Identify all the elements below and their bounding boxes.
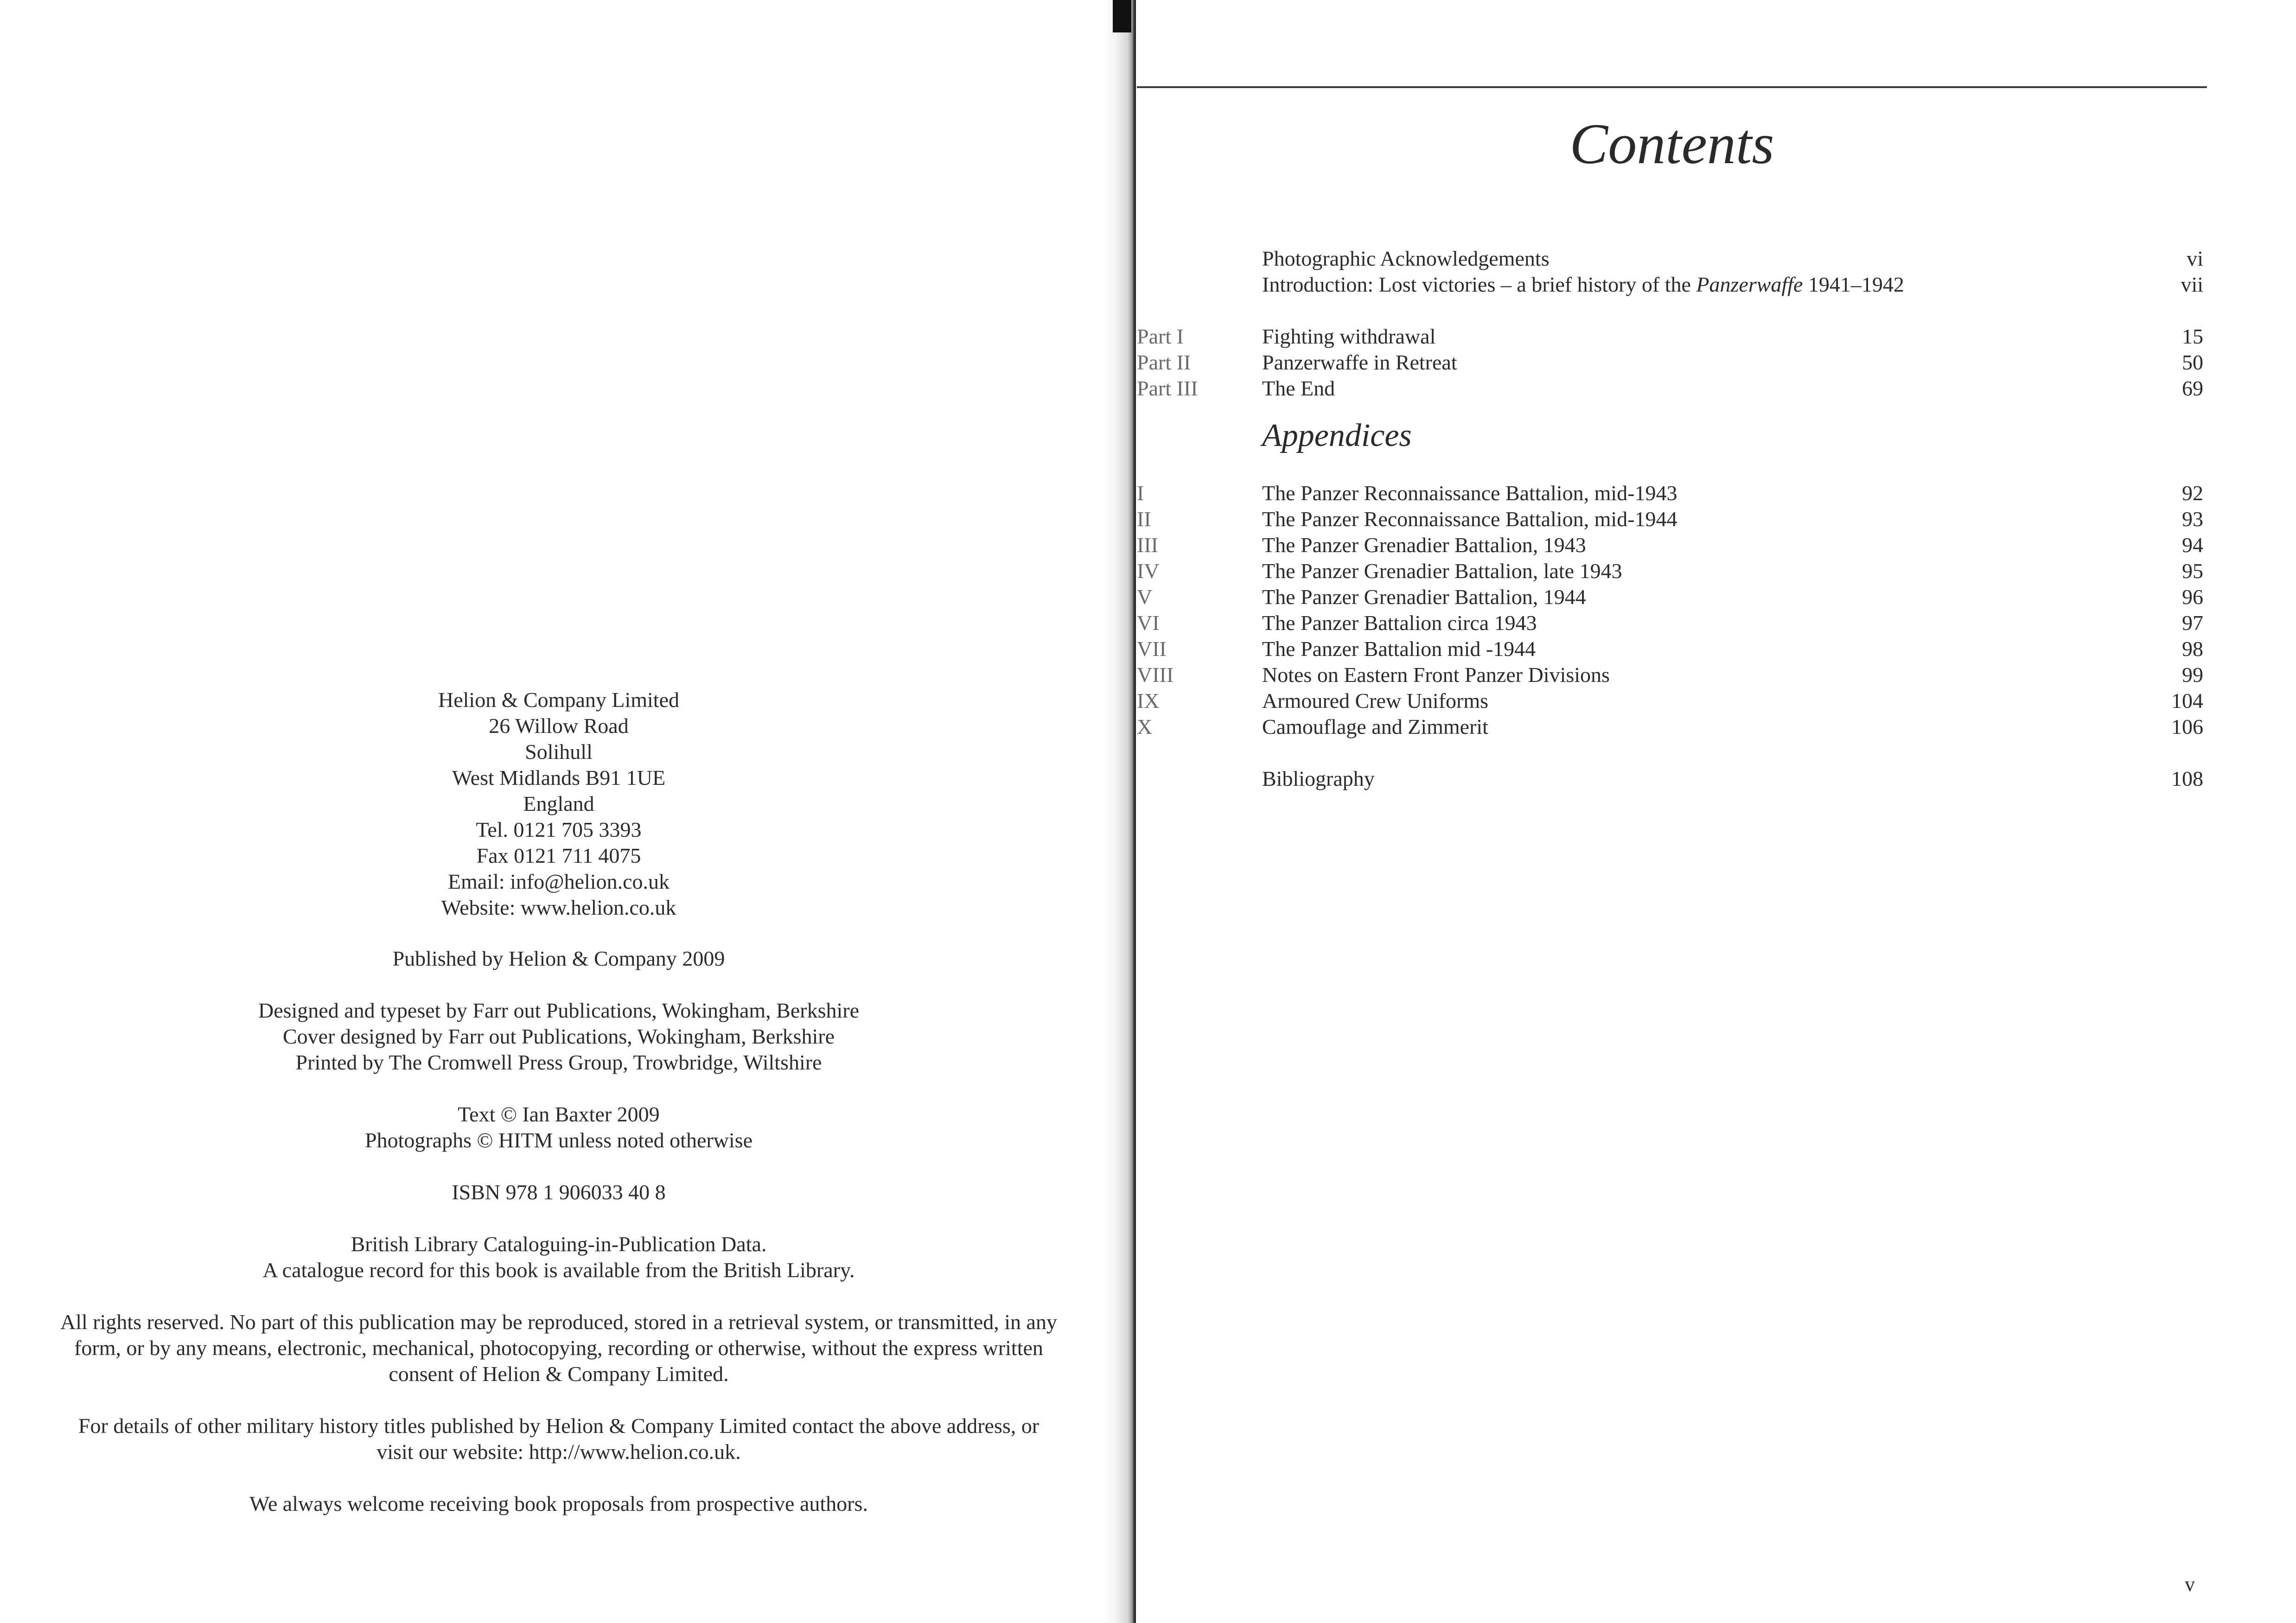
folio-page-number: v xyxy=(2185,1573,2195,1596)
toc-entry-page: 108 xyxy=(2171,767,2203,790)
toc-entry xyxy=(1137,610,2203,636)
toc-entry-title: The End xyxy=(1262,376,1335,400)
isbn-text: ISBN 978 1 906033 40 8 xyxy=(452,1180,666,1204)
toc-entry-label: III xyxy=(1137,533,1158,557)
address-line: Solihull xyxy=(525,740,593,764)
toc-entry-label: V xyxy=(1137,585,1153,609)
toc-entry-label: Part III xyxy=(1137,376,1198,400)
toc-entry xyxy=(1137,532,2203,558)
toc-title-italic: Panzerwaffe xyxy=(1696,273,1803,296)
toc-entry xyxy=(1137,688,2203,714)
toc-entry-page: 95 xyxy=(2182,559,2203,583)
toc-entry-page: 106 xyxy=(2171,715,2203,738)
toc-entry-title xyxy=(1262,272,1904,298)
toc-title-part: 1941–1942 xyxy=(1803,273,1904,296)
address-line: Helion & Company Limited xyxy=(438,688,679,712)
address-line: 26 Willow Road xyxy=(489,714,629,738)
rights-line: form, or by any means, electronic, mechanical, photocopying, recording or otherwise, without the express written xyxy=(74,1336,1043,1360)
cip-line: A catalogue record for this book is available from the British Library. xyxy=(262,1258,855,1282)
toc-entry-page: 94 xyxy=(2182,533,2203,557)
rights-line: All rights reserved. No part of this publication may be reproduced, stored in a retrieval system, or transmitted, in any xyxy=(60,1310,1057,1334)
toc-entry-title: The Panzer Grenadier Battalion, late 1943 xyxy=(1262,559,1622,583)
toc-entry-label: IX xyxy=(1137,689,1160,713)
toc-back-matter xyxy=(1137,766,2203,792)
toc-entry xyxy=(1137,662,2203,688)
toc-entry-title: Bibliography xyxy=(1262,767,1375,790)
publisher-address xyxy=(0,687,1117,921)
toc-entry-title: The Panzer Battalion circa 1943 xyxy=(1262,611,1537,635)
toc-entry-label: I xyxy=(1137,481,1144,505)
toc-entry-page: 69 xyxy=(2182,376,2203,400)
toc-entry-page: vi xyxy=(2187,247,2203,270)
proposals-note xyxy=(0,1491,1117,1517)
email-line: Email: info@helion.co.uk xyxy=(448,870,670,893)
toc-entry-label: Part II xyxy=(1137,350,1191,374)
toc-entry-label: X xyxy=(1137,715,1153,738)
toc-entry-page: 98 xyxy=(2182,637,2203,661)
toc-entry-page: 96 xyxy=(2182,585,2203,609)
toc-title-part: Introduction: Lost victories – a brief history of the xyxy=(1262,273,1696,296)
rights-statement xyxy=(19,1309,1099,1387)
published-by-text: Published by Helion & Company 2009 xyxy=(392,947,725,970)
address-line: England xyxy=(523,792,594,815)
toc-entry xyxy=(1137,636,2203,662)
toc-entry-page: 99 xyxy=(2182,663,2203,687)
toc-entry-page: 92 xyxy=(2182,481,2203,505)
appendices-heading: Appendices xyxy=(1262,418,1412,453)
toc-parts xyxy=(1137,324,2203,401)
toc-entry xyxy=(1137,376,2203,401)
toc-appendices xyxy=(1137,480,2203,740)
toc-front-matter xyxy=(1137,246,2203,298)
copyright-line: Photographs © HITM unless noted otherwise xyxy=(364,1128,753,1152)
toc-entry-label: VI xyxy=(1137,611,1160,635)
book-gutter-shadow xyxy=(1103,0,1136,1623)
toc-entry-title: Photographic Acknowledgements xyxy=(1262,247,1550,270)
toc-entry xyxy=(1137,324,2203,350)
copyright-line: Text © Ian Baxter 2009 xyxy=(458,1102,660,1126)
toc-entry xyxy=(1137,480,2203,506)
toc-entry xyxy=(1137,272,2203,298)
toc-entry xyxy=(1137,558,2203,584)
toc-entry-title: The Panzer Grenadier Battalion, 1944 xyxy=(1262,585,1586,609)
design-credit-line: Designed and typeset by Farr out Publications, Wokingham, Berkshire xyxy=(258,999,860,1022)
toc-entry-title: The Panzer Battalion mid -1944 xyxy=(1262,637,1536,661)
toc-entry-label: II xyxy=(1137,507,1151,531)
isbn xyxy=(0,1179,1117,1205)
toc-entry-title: The Panzer Reconnaissance Battalion, mid-1944 xyxy=(1262,507,1677,531)
toc-entry-title: The Panzer Reconnaissance Battalion, mid-1943 xyxy=(1262,481,1677,505)
toc-entry xyxy=(1137,350,2203,376)
cip-data xyxy=(0,1231,1117,1283)
design-credits xyxy=(0,998,1117,1076)
details-line: visit our website: http://www.helion.co.uk. xyxy=(376,1440,741,1464)
right-page-contents xyxy=(1137,0,2296,1623)
toc-entry-page: 93 xyxy=(2182,507,2203,531)
rights-line: consent of Helion & Company Limited. xyxy=(389,1362,729,1386)
toc-entry-title: Fighting withdrawal xyxy=(1262,325,1436,348)
book-gutter-edge xyxy=(1113,0,1131,32)
telephone-line: Tel. 0121 705 3393 xyxy=(476,818,642,841)
published-by-line xyxy=(0,946,1117,972)
toc-entry-title: Panzerwaffe in Retreat xyxy=(1262,350,1457,374)
proposals-text: We always welcome receiving book proposals from prospective authors. xyxy=(249,1492,868,1515)
toc-entry-label: VII xyxy=(1137,637,1167,661)
details-line: For details of other military history titles published by Helion & Company Limited contact the above address, or xyxy=(78,1414,1040,1438)
contents-title: Contents xyxy=(1569,112,1774,176)
toc-entry-page: 97 xyxy=(2182,611,2203,635)
toc-entry-title: Camouflage and Zimmerit xyxy=(1262,715,1488,738)
toc-entry xyxy=(1137,584,2203,610)
toc-entry-page: vii xyxy=(2181,273,2203,296)
toc-entry-title: Armoured Crew Uniforms xyxy=(1262,689,1489,713)
toc-entry-label: VIII xyxy=(1137,663,1174,687)
toc-entry xyxy=(1137,714,2203,740)
toc-entry-title: The Panzer Grenadier Battalion, 1943 xyxy=(1262,533,1586,557)
toc-entry-label: IV xyxy=(1137,559,1160,583)
left-page-imprint xyxy=(0,0,1117,1623)
toc-entry-page: 104 xyxy=(2171,689,2203,713)
toc-entry-page: 50 xyxy=(2182,350,2203,374)
cip-line: British Library Cataloguing-in-Publication Data. xyxy=(351,1232,767,1256)
design-credit-line: Cover designed by Farr out Publications, Wokingham, Berkshire xyxy=(282,1025,835,1048)
other-titles-note xyxy=(28,1413,1090,1465)
address-line: West Midlands B91 1UE xyxy=(452,766,666,789)
design-credit-line: Printed by The Cromwell Press Group, Trowbridge, Wiltshire xyxy=(295,1050,822,1074)
toc-entry xyxy=(1137,766,2203,792)
toc-entry-label: Part I xyxy=(1137,325,1184,348)
toc-entry xyxy=(1137,506,2203,532)
toc-entry-page: 15 xyxy=(2182,325,2203,348)
header-rule xyxy=(1137,86,2207,88)
toc-entry xyxy=(1137,246,2203,272)
fax-line: Fax 0121 711 4075 xyxy=(476,844,641,867)
copyright-notes xyxy=(0,1101,1117,1153)
website-line: Website: www.helion.co.uk xyxy=(441,896,676,919)
toc-entry-title: Notes on Eastern Front Panzer Divisions xyxy=(1262,663,1610,687)
